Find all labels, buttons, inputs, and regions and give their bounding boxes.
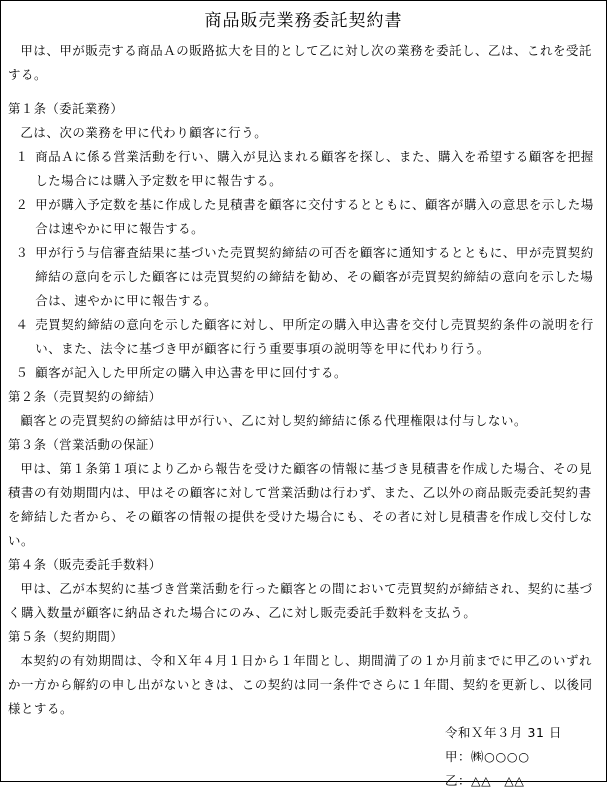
article-1-item-5 — [8, 361, 599, 385]
document-title: 商品販売業務委託契約書 — [204, 11, 403, 31]
article-1-item-2 — [8, 193, 599, 241]
article-2-heading: 第２条（売買契約の締結） — [8, 389, 162, 404]
signature-party-b: 乙：△△ △△ — [445, 773, 525, 788]
item-number: ４ — [15, 317, 29, 332]
article-4-heading: 第４条（販売委託手数料） — [8, 557, 162, 572]
article-1-body: 乙は、次の業務を甲に代わり顧客に行う。 — [20, 125, 268, 140]
item-number: ５ — [15, 365, 29, 380]
article-3-body: 甲は、第１条第１項により乙から報告を受けた顧客の情報に基づき見積書を作成した場合、その見積書の有効期間内は、甲はその顧客に対して営業活動は行わず、また、乙以外の商品販売委託契約書を締結した者から、その顧客の情報の提供を受けた場合にも、その者に対し見積書を作成し交付しない。 — [8, 461, 593, 548]
item-number: １ — [15, 149, 29, 164]
spacer — [8, 87, 599, 97]
article-5-heading: 第５条（契約期間） — [8, 629, 124, 644]
article-4-body: 甲は、乙が本契約に基づき営業活動を行った顧客との間において売買契約が締結され、契約に基づく購入数量が顧客に納品された場合にのみ、乙に対し販売委託手数料を支払う。 — [8, 581, 593, 620]
article-3-heading: 第３条（営業活動の保証） — [8, 437, 162, 452]
article-1-heading: 第１条（委託業務） — [8, 101, 124, 116]
article-1-item-3 — [8, 241, 599, 313]
article-1-item-4 — [8, 313, 599, 361]
item-text: 顧客が記入した甲所定の購入申込書を甲に回付する。 — [35, 365, 348, 380]
signature-party-a: 甲：㈱○○○○ — [445, 749, 530, 764]
preamble: 甲は、甲が販売する商品Ａの販路拡大を目的として乙に対し次の業務を委託し、乙は、これを受託する。 — [8, 43, 592, 82]
item-text: 甲が行う与信審査結果に基づいた売買契約締結の可否を顧客に通知するとともに、甲が売買契約締結の意向を示した顧客には売買契約の締結を勧め、その顧客が売買契約締結の意向を示した場合は、速やかに甲に報告する。 — [35, 245, 594, 308]
item-number: ３ — [15, 245, 29, 260]
item-text: 甲が購入予定数を基に作成した見積書を顧客に交付するとともに、顧客が購入の意思を示した場合は速やかに甲に報告する。 — [35, 197, 594, 236]
item-text: 商品Ａに係る営業活動を行い、購入が見込まれる顧客を探し、また、購入を希望する顧客を把握した場合には購入予定数を甲に報告する。 — [35, 149, 594, 188]
signature-date: 令和Ｘ年３月 31 日 — [445, 725, 562, 740]
article-2-body: 顧客との売買契約の締結は甲が行い、乙に対し契約締結に係る代理権限は付与しない。 — [20, 413, 528, 428]
item-number: ２ — [15, 197, 29, 212]
article-5-body: 本契約の有効期間は、令和Ｘ年４月１日から１年間とし、期間満了の１か月前までに甲乙のいずれか一方から解約の申し出がないときは、この契約は同一条件でさらに１年間、契約を更新し、以後同様とする。 — [8, 653, 593, 716]
article-1-item-1 — [8, 145, 599, 193]
item-text: 売買契約締結の意向を示した顧客に対し、甲所定の購入申込書を交付し売買契約条件の説明を行い、また、法令に基づき甲が顧客に行う重要事項の説明等を甲に代わり行う。 — [35, 317, 594, 356]
